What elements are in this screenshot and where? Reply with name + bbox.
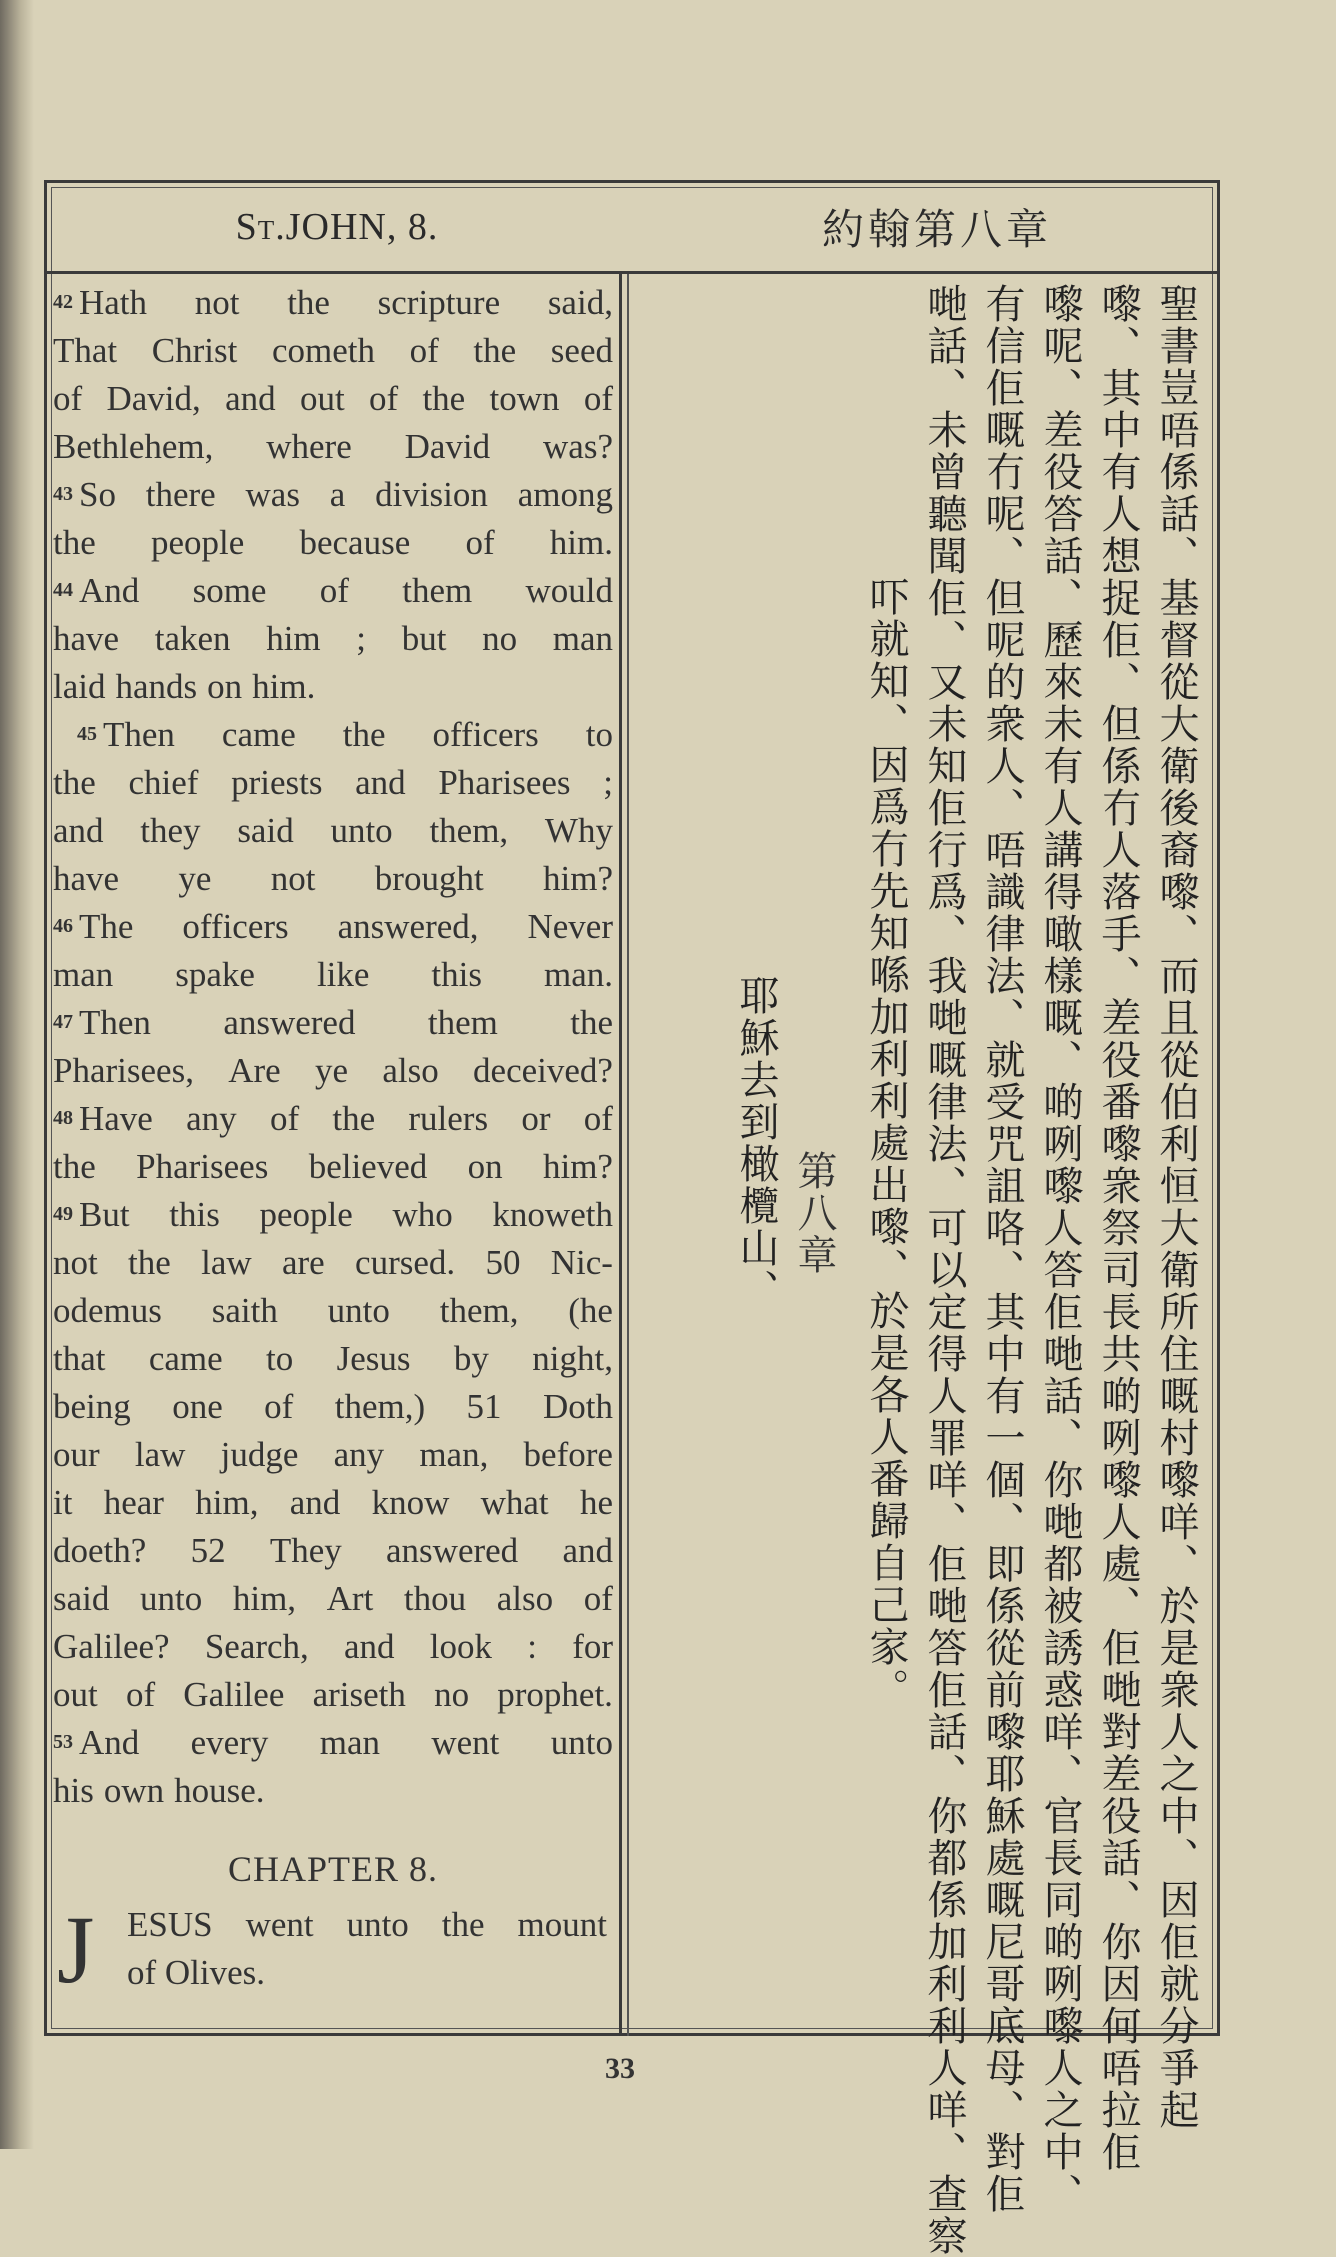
chinese-running-title: 約翰第八章	[821, 205, 1052, 254]
chinese-column: 嚟、其中有人想捉佢、但係冇人落手、差役番嚟衆祭司長共啲咧嚟人處、佢哋對差役話、你因何唔拉佢	[1095, 283, 1141, 2173]
english-word: own	[103, 1771, 165, 1810]
english-word: of	[53, 379, 83, 418]
english-line	[53, 951, 613, 999]
english-word: of	[125, 1675, 156, 1714]
english-word: the	[128, 1243, 171, 1282]
chinese-column: 吓就知、因爲冇先知喺加利利處出嚟、於是各人番歸自己家。	[863, 576, 909, 1710]
english-word: man	[53, 955, 114, 994]
english-word: and	[355, 763, 406, 802]
english-line	[53, 903, 613, 951]
english-word: it	[53, 1483, 73, 1522]
english-word: what	[480, 1483, 549, 1522]
verse-number: 46	[53, 915, 73, 937]
english-line	[53, 519, 613, 567]
english-word: by	[453, 1339, 489, 1378]
english-word: 45 Then	[77, 715, 175, 754]
english-word: people	[150, 523, 245, 562]
english-word: Galilee	[183, 1675, 285, 1714]
english-word: one	[172, 1387, 223, 1426]
english-word: answered,	[337, 907, 479, 946]
english-word: being	[53, 1387, 131, 1426]
english-word: house.	[174, 1771, 265, 1810]
english-word: man	[552, 619, 613, 658]
english-word: any	[333, 1435, 385, 1474]
english-running-title-rest: JOHN, 8.	[285, 206, 439, 248]
english-running-title-st: St.	[235, 206, 286, 248]
english-word: David	[404, 427, 491, 466]
english-word: rulers	[408, 1099, 489, 1138]
english-word: every	[190, 1723, 269, 1762]
chinese-column: 耶穌去到橄欖山、	[733, 975, 779, 1311]
english-word: ESUS	[127, 1905, 213, 1944]
english-word: of	[583, 1579, 613, 1618]
chapter-opening-paragraph	[53, 1896, 613, 2003]
english-line	[53, 1191, 613, 1239]
english-word: unto	[140, 1579, 203, 1618]
english-word: said,	[547, 283, 613, 322]
english-word: laid	[53, 667, 106, 706]
running-header	[47, 183, 1217, 274]
english-line	[53, 279, 613, 327]
english-word: ;	[603, 763, 613, 802]
english-word: look	[429, 1627, 493, 1666]
english-line	[53, 327, 613, 375]
english-word: them,)	[334, 1387, 426, 1426]
english-word: Pharisees	[438, 763, 571, 802]
english-word: 46 The	[53, 907, 134, 946]
english-word: came	[221, 715, 296, 754]
verse-number: 44	[53, 579, 73, 601]
english-word: because	[299, 523, 411, 562]
english-word: of	[409, 331, 439, 370]
english-word: Never	[527, 907, 613, 946]
english-line	[53, 855, 613, 903]
english-word: have	[53, 619, 120, 658]
english-word: the	[342, 715, 386, 754]
english-line	[53, 711, 613, 759]
english-word: went	[431, 1723, 500, 1762]
english-line	[53, 471, 613, 519]
chapter-heading: CHAPTER 8.	[227, 1849, 439, 1889]
chapter-opening-line-2: of Olives.	[127, 1953, 266, 1992]
english-word: Are	[228, 1051, 281, 1090]
english-word: unto	[346, 1905, 409, 1944]
english-word: 50	[485, 1243, 521, 1282]
english-word: on	[207, 667, 243, 706]
english-word: them	[402, 571, 473, 610]
english-word: him?	[542, 1147, 613, 1186]
english-word: hands	[115, 667, 198, 706]
english-word: out	[299, 379, 345, 418]
english-word: no	[482, 619, 518, 658]
english-word: them	[427, 1003, 498, 1042]
english-word: them,	[429, 811, 509, 850]
english-word: man	[319, 1723, 380, 1762]
english-word: Pharisees	[136, 1147, 269, 1186]
english-word: mount	[517, 1905, 607, 1944]
english-word: and	[225, 379, 276, 418]
english-word: answered	[223, 1003, 356, 1042]
english-word: David,	[106, 379, 201, 418]
english-word: of	[269, 1099, 300, 1138]
english-line	[53, 375, 613, 423]
english-word: 49 But	[53, 1195, 130, 1234]
english-word: cometh	[271, 331, 375, 370]
english-word: They	[269, 1531, 342, 1570]
english-word: believed	[308, 1147, 428, 1186]
english-word: :	[527, 1627, 537, 1666]
english-word: not	[53, 1243, 98, 1282]
verse-number: 45	[77, 723, 97, 745]
english-word: brought	[374, 859, 484, 898]
english-word: our	[53, 1435, 100, 1474]
english-word: Christ	[151, 331, 238, 370]
english-word: he	[579, 1483, 613, 1522]
english-word: unto	[550, 1723, 613, 1762]
drop-cap: J	[57, 1896, 95, 2003]
english-line	[53, 1383, 613, 1431]
english-word: Bethlehem,	[53, 427, 214, 466]
english-line	[53, 1143, 613, 1191]
english-word: of	[319, 571, 349, 610]
english-word: was	[245, 475, 300, 514]
english-word: but	[401, 619, 447, 658]
english-word: Why	[544, 811, 613, 850]
english-word: of	[583, 379, 613, 418]
english-line	[53, 1431, 613, 1479]
english-word: him,	[195, 1483, 259, 1522]
english-line	[53, 999, 613, 1047]
english-word: 52	[190, 1531, 226, 1570]
english-word: who	[392, 1195, 453, 1234]
english-word: where	[266, 427, 352, 466]
english-line	[53, 423, 613, 471]
english-word: prophet.	[497, 1675, 613, 1714]
english-line	[53, 1287, 613, 1335]
english-word: them,	[439, 1291, 519, 1330]
english-word: cursed.	[355, 1243, 456, 1282]
english-word: his	[53, 1771, 94, 1810]
english-word: have	[53, 859, 120, 898]
english-line	[53, 663, 613, 711]
english-word: division	[375, 475, 488, 514]
english-word: to	[266, 1339, 294, 1378]
english-word: to	[585, 715, 613, 754]
english-word: unto	[330, 811, 393, 850]
english-word: priests	[231, 763, 323, 802]
column-divider-inner	[627, 274, 629, 2036]
verse-number: 42	[53, 291, 73, 313]
verse-number: 47	[53, 1011, 73, 1033]
english-word: him.	[252, 667, 316, 706]
english-word: Pharisees,	[53, 1051, 194, 1090]
english-word: 43 So	[53, 475, 116, 514]
english-word: thou	[403, 1579, 467, 1618]
english-word: the	[473, 331, 517, 370]
english-word: and	[344, 1627, 395, 1666]
english-word: taken	[154, 619, 231, 658]
english-word: this	[169, 1195, 220, 1234]
english-word: doeth?	[53, 1531, 147, 1570]
english-word: ye	[315, 1051, 349, 1090]
english-word: officers	[432, 715, 539, 754]
english-word: this	[431, 955, 482, 994]
english-word: (he	[568, 1291, 613, 1330]
english-word: deceived?	[473, 1051, 613, 1090]
english-word: of	[264, 1387, 294, 1426]
english-word: 53 And	[53, 1723, 140, 1762]
verse-number: 53	[53, 1731, 73, 1753]
english-word: of	[368, 379, 399, 418]
english-word: town	[489, 379, 560, 418]
english-word: not	[194, 283, 240, 322]
english-word: would	[525, 571, 613, 610]
english-word: are	[281, 1243, 325, 1282]
english-word: Doth	[542, 1387, 613, 1426]
english-word: that	[53, 1339, 106, 1378]
english-word: also	[496, 1579, 554, 1618]
english-word: before	[523, 1435, 613, 1474]
english-word: 44 And	[53, 571, 140, 610]
english-word: said	[237, 811, 294, 850]
english-word: know	[371, 1483, 450, 1522]
chinese-column: 聖書豈唔係話、基督從大衛後裔嚟、而且從伯利恒大衛所住嘅村嚟咩、於是衆人之中、因佢就分爭起	[1153, 283, 1199, 2131]
english-word: not	[270, 859, 316, 898]
chinese-text-column	[637, 283, 1217, 2257]
verse-number: 49	[53, 1203, 73, 1225]
english-word: That	[53, 331, 118, 370]
english-word: 48 Have	[53, 1099, 153, 1138]
verse-number: 43	[53, 483, 73, 505]
english-word: scripture	[377, 283, 501, 322]
english-word: of	[465, 523, 495, 562]
english-word: 47 Then	[53, 1003, 151, 1042]
english-word: the	[441, 1905, 485, 1944]
english-word: him.	[549, 523, 613, 562]
english-word: 51	[466, 1387, 502, 1426]
english-word: of	[583, 1099, 613, 1138]
english-word: odemus	[53, 1291, 162, 1330]
english-word: there	[145, 475, 216, 514]
chinese-column: 嚟呢、差役答話、歷來未有人講得噉樣嘅、啲咧嚟人答佢哋話、你哋都被誘惑咩、官長同啲咧嚟人之中、	[1037, 283, 1083, 2215]
english-word: and	[53, 811, 104, 850]
english-line	[53, 1623, 613, 1671]
english-line	[53, 1767, 613, 1815]
english-line	[53, 1047, 613, 1095]
english-word: and	[562, 1531, 613, 1570]
english-line	[53, 1479, 613, 1527]
english-word: Art	[326, 1579, 374, 1618]
english-word: among	[517, 475, 613, 514]
english-word: the	[53, 763, 96, 802]
english-word: any	[186, 1099, 237, 1138]
english-line	[53, 1335, 613, 1383]
english-word: him?	[543, 859, 613, 898]
english-word: 42 Hath	[53, 283, 148, 322]
english-word: seed	[550, 331, 613, 370]
page-number: 33	[605, 2052, 635, 2085]
english-word: saith	[211, 1291, 278, 1330]
english-word: Search,	[204, 1627, 309, 1666]
english-word: went	[245, 1905, 314, 1944]
english-word: man.	[543, 955, 613, 994]
english-word: also	[382, 1051, 439, 1090]
english-word: some	[192, 571, 267, 610]
english-line	[53, 1239, 613, 1287]
english-line	[53, 1719, 613, 1767]
english-line	[53, 1527, 613, 1575]
chinese-column: 第八章	[791, 1150, 837, 1276]
verse-number: 48	[53, 1107, 73, 1129]
english-line	[53, 1671, 613, 1719]
english-word: the	[287, 283, 330, 322]
english-line	[53, 567, 613, 615]
english-word: spake	[175, 955, 255, 994]
english-word: law	[201, 1243, 252, 1282]
english-word: him,	[232, 1579, 297, 1618]
english-line	[53, 1095, 613, 1143]
english-word: came	[148, 1339, 223, 1378]
chinese-column: 哋話、未曾聽聞佢、又未知佢行爲、我哋嘅律法、可以定得人罪咩、佢哋答佢話、你都係加利利人咩、查察	[921, 283, 967, 2257]
english-word: they	[140, 811, 201, 850]
english-word: ariseth	[312, 1675, 406, 1714]
english-line	[53, 807, 613, 855]
english-word: Galilee?	[53, 1627, 170, 1666]
english-word: him	[266, 619, 321, 658]
english-word: the	[570, 1003, 613, 1042]
chinese-column: 有信佢嘅冇呢、但呢的衆人、唔識律法、就受咒詛咯、其中有一個、即係從前嚟耶穌處嘅尼哥底母、對佢	[979, 283, 1025, 2215]
english-word: man,	[419, 1435, 489, 1474]
english-text-column	[53, 279, 613, 2019]
english-running-title	[47, 183, 627, 271]
chapter-opening-line-1	[127, 1901, 607, 1949]
english-word: hear	[103, 1483, 164, 1522]
english-word: ;	[356, 619, 367, 658]
english-word: knoweth	[492, 1195, 613, 1234]
english-word: a	[329, 475, 346, 514]
english-line	[53, 759, 613, 807]
english-word: Jesus	[336, 1339, 411, 1378]
english-line	[53, 615, 613, 663]
english-word: no	[434, 1675, 470, 1714]
column-divider	[619, 274, 622, 2036]
english-word: Nic-	[550, 1243, 613, 1282]
english-word: the	[332, 1099, 376, 1138]
english-word: night,	[532, 1339, 613, 1378]
english-word: judge	[220, 1435, 299, 1474]
english-word: was?	[543, 427, 613, 466]
page-edge-shadow	[0, 0, 34, 2149]
english-word: law	[134, 1435, 186, 1474]
english-verse-lines	[53, 279, 613, 1815]
english-word: people	[259, 1195, 353, 1234]
english-word: the	[422, 379, 466, 418]
english-word: out	[53, 1675, 98, 1714]
english-word: officers	[182, 907, 289, 946]
english-word: the	[53, 1147, 96, 1186]
english-word: and	[289, 1483, 341, 1522]
english-word: for	[572, 1627, 613, 1666]
english-word: the	[53, 523, 96, 562]
english-line	[53, 1575, 613, 1623]
english-word: chief	[128, 763, 199, 802]
english-word: or	[521, 1099, 551, 1138]
english-word: answered	[386, 1531, 519, 1570]
english-word: unto	[327, 1291, 390, 1330]
english-word: ye	[178, 859, 212, 898]
english-word: like	[316, 955, 370, 994]
english-word: said	[53, 1579, 110, 1618]
english-word: on	[467, 1147, 503, 1186]
